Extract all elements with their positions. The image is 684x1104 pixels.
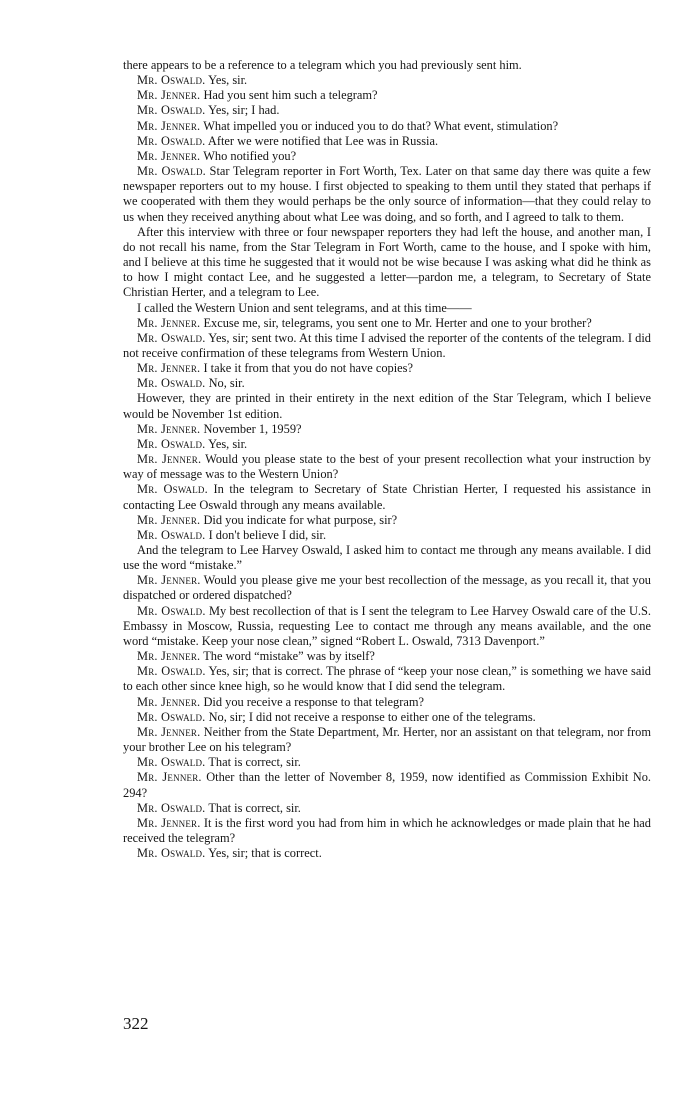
paragraph-text: Would you please state to the best of your present recollection what your instruction by way of message was to the Western Union? [123,452,651,482]
text-paragraph [123,543,651,573]
paragraph-text: Yes, sir; that is correct. [205,846,322,861]
paragraph-text: After this interview with three or four newspaper reporters they had left the house, and another man, I do not recall his name, from the Star Telegram in Fort Worth, came to the house, and I spoke with him, and I believe at this time he suggested that it would not be wise because I was asking what did he think as to how I might contact Lee, and he suggested a letter—pardon me, a telegram, to Secretary of State Christian Herter, and a telegram to Lee. [123,224,651,300]
dialogue-paragraph [123,710,651,725]
speaker-name: Mr. Oswald. [137,800,206,815]
speaker-name: Mr. Oswald. [137,482,208,497]
dialogue-paragraph [123,361,651,376]
paragraph-text: Yes, sir. [205,73,248,88]
speaker-name: Mr. Jenner. [137,315,201,330]
paragraph-text: there appears to be a reference to a telegram which you had previously sent him. [123,58,522,72]
paragraph-text: That is correct, sir. [205,800,301,815]
speaker-name: Mr. Jenner. [137,694,201,709]
dialogue-paragraph [123,725,651,755]
speaker-name: Mr. Oswald. [137,133,206,148]
dialogue-paragraph [123,770,651,800]
dialogue-paragraph [123,149,651,164]
paragraph-text: No, sir. [205,376,245,391]
speaker-name: Mr. Oswald. [137,755,206,770]
paragraph-text: Excuse me, sir, telegrams, you sent one to Mr. Herter and one to your brother? [200,315,592,330]
speaker-name: Mr. Jenner. [137,361,201,376]
dialogue-paragraph [123,513,651,528]
dialogue-paragraph [123,88,651,103]
speaker-name: Mr. Oswald. [137,330,206,345]
dialogue-paragraph [123,649,651,664]
dialogue-paragraph [123,755,651,770]
speaker-name: Mr. Oswald. [137,436,206,451]
paragraph-text: I take it from that you do not have copies? [200,361,413,376]
paragraph-text: In the telegram to Secretary of State Christian Herter, I requested his assistance in contacting Lee Oswald through any means available. [123,482,651,512]
dialogue-paragraph [123,316,651,331]
speaker-name: Mr. Jenner. [137,770,202,785]
dialogue-paragraph [123,528,651,543]
speaker-name: Mr. Jenner. [137,118,201,133]
paragraph-text: Did you indicate for what purpose, sir? [200,512,398,527]
paragraph-text: It is the first word you had from him in which he acknowledges or made plain that he had received the telegram? [123,815,652,845]
paragraph-text: My best recollection of that is I sent the telegram to Lee Harvey Oswald care of the U.S. Embassy in Moscow, Russia, requesting Lee to contact me through any means available, and the one word “mistake. Keep your nose clean,” signed “Robert L. Oswald, 7313 Davenport.” [123,603,651,648]
speaker-name: Mr. Oswald. [137,527,206,542]
speaker-name: Mr. Jenner. [137,421,201,436]
speaker-name: Mr. Jenner. [137,724,201,739]
speaker-name: Mr. Oswald. [137,164,206,179]
paragraph-text: Did you receive a response to that telegram? [200,694,424,709]
dialogue-paragraph [123,119,651,134]
dialogue-paragraph [123,604,651,649]
dialogue-paragraph [123,801,651,816]
paragraph-text: Had you sent him such a telegram? [200,88,378,103]
testimony-text [123,58,651,861]
paragraph-text: What impelled you or induced you to do that? What event, stimulation? [200,118,559,133]
dialogue-paragraph [123,376,651,391]
dialogue-paragraph [123,437,651,452]
dialogue-paragraph [123,695,651,710]
dialogue-paragraph [123,452,651,482]
paragraph-text: However, they are printed in their entirety in the next edition of the Star Telegram, which I believe would be November 1st edition. [123,391,651,421]
paragraph-text: I called the Western Union and sent telegrams, and at this time—— [137,300,472,315]
speaker-name: Mr. Jenner. [137,512,201,527]
speaker-name: Mr. Jenner. [137,452,202,467]
paragraph-text: Yes, sir. [205,436,248,451]
dialogue-paragraph [123,846,651,861]
speaker-name: Mr. Jenner. [137,88,201,103]
text-paragraph [123,301,651,316]
text-paragraph [123,391,651,421]
speaker-name: Mr. Oswald. [137,603,206,618]
page-number: 322 [123,1014,149,1033]
speaker-name: Mr. Jenner. [137,148,201,163]
dialogue-paragraph [123,134,651,149]
dialogue-paragraph [123,422,651,437]
paragraph-text: And the telegram to Lee Harvey Oswald, I asked him to contact me through any means available. I did use the word “mistake.” [123,543,651,573]
dialogue-paragraph [123,331,651,361]
speaker-name: Mr. Oswald. [137,376,206,391]
dialogue-paragraph [123,73,651,88]
dialogue-paragraph [123,664,651,694]
speaker-name: Mr. Jenner. [137,649,201,664]
paragraph-text: November 1, 1959? [200,421,302,436]
speaker-name: Mr. Oswald. [137,709,206,724]
speaker-name: Mr. Jenner. [137,815,201,830]
paragraph-text: Other than the letter of November 8, 1959, now identified as Commission Exhibit No. 294? [123,770,652,800]
paragraph-text: Yes, sir; I had. [205,103,280,118]
speaker-name: Mr. Oswald. [137,73,206,88]
paragraph-text: Star Telegram reporter in Fort Worth, Tex. Later on that same day there was quite a few newspaper reporters out to my house. I first objected to speaking to them until they stated that perhaps if we cooperated with them they would perhaps be the only source of information—that they could relay to us when they received anything about what Lee was doing, and so forth, and I agreed to talk to them. [123,164,651,224]
text-paragraph [123,225,651,301]
paragraph-text: Yes, sir; sent two. At this time I advised the reporter of the contents of the telegram. I did not receive confirmation of these telegrams from Western Union. [123,330,651,360]
paragraph-text: After we were notified that Lee was in Russia. [205,133,439,148]
dialogue-paragraph [123,482,651,512]
paragraph-text: Neither from the State Department, Mr. Herter, nor an assistant on that telegram, nor from your brother Lee on his telegram? [123,724,651,755]
paragraph-text: No, sir; I did not receive a response to either one of the telegrams. [205,709,536,724]
paragraph-text: Would you please give me your best recollection of the message, as you recall it, that you dispatched or ordered dispatched? [123,573,651,603]
dialogue-paragraph [123,573,651,603]
paragraph-text: Who notified you? [200,148,297,163]
paragraph-text: The word “mistake” was by itself? [200,649,375,664]
speaker-name: Mr. Oswald. [137,103,206,118]
speaker-name: Mr. Oswald. [137,664,206,679]
dialogue-paragraph [123,816,651,846]
speaker-name: Mr. Oswald. [137,846,206,861]
paragraph-text: That is correct, sir. [205,755,301,770]
text-paragraph [123,58,651,73]
dialogue-paragraph [123,164,651,225]
speaker-name: Mr. Jenner. [137,573,201,588]
paragraph-text: I don't believe I did, sir. [205,527,327,542]
paragraph-text: Yes, sir; that is correct. The phrase of “keep your nose clean,” is something we have said to each other since knee high, so he would know that I did send the telegram. [123,664,651,694]
dialogue-paragraph [123,103,651,118]
